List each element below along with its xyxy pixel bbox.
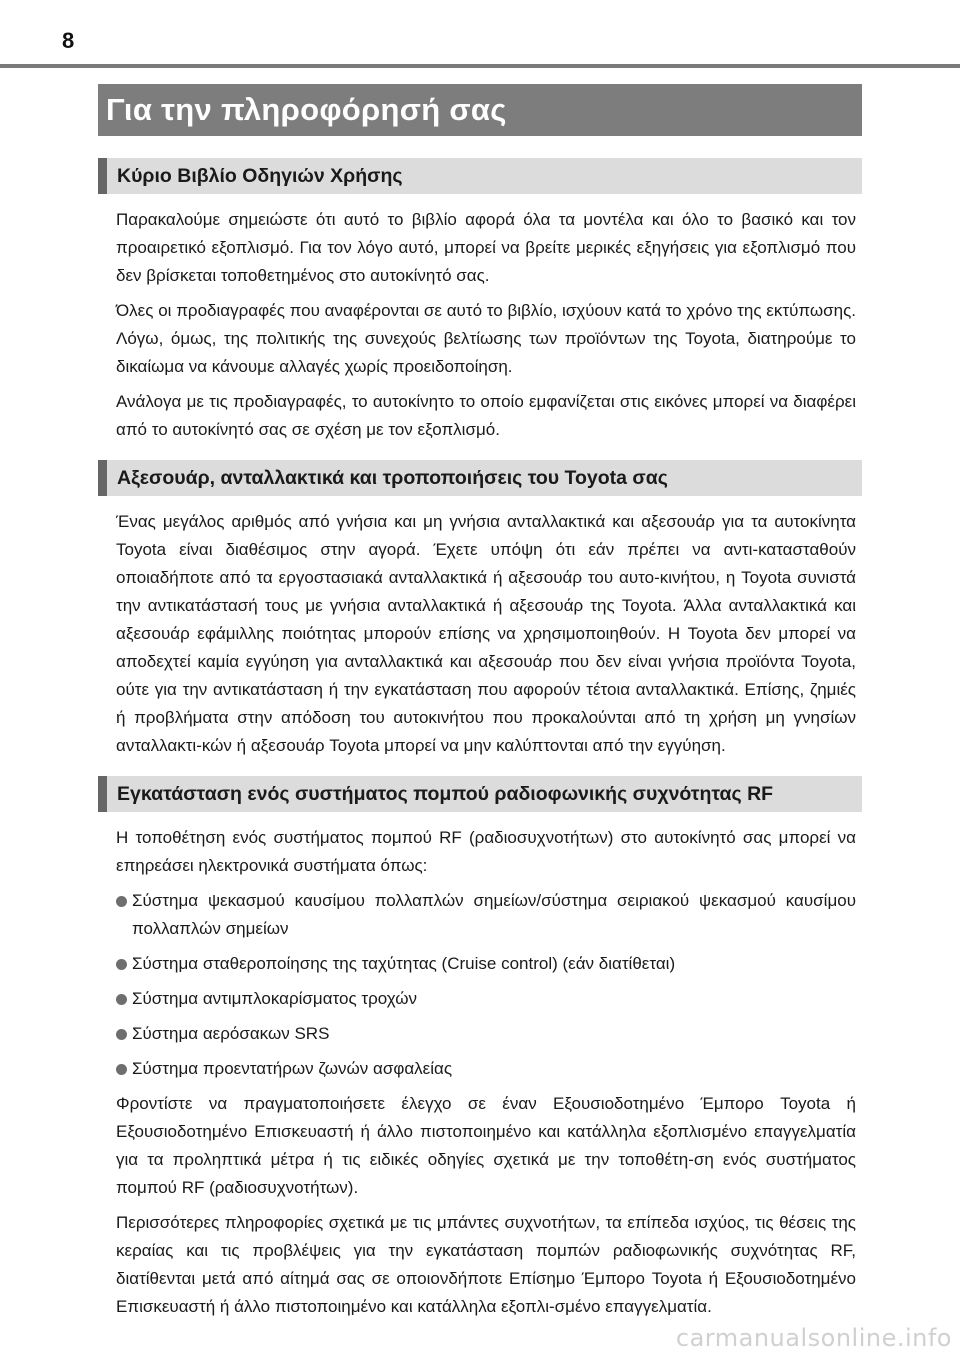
paragraph: Παρακαλούμε σημειώστε ότι αυτό το βιβλίο αφορά όλα τα μοντέλα και όλο το βασικό και τον προαιρετικό εξοπλισμό. Για τον λόγο αυτό, μπορεί να βρείτε μερικές εξηγήσεις για εξοπλισμό που δεν βρίσκεται τοποθετημένος στο αυτοκίνητό σας. bbox=[116, 210, 856, 285]
paragraph: Ανάλογα με τις προδιαγραφές, το αυτοκίνητο το οποίο εμφανίζεται στις εικόνες μπορεί να διαφέρει από το αυτοκίνητό σας σε σχέση με τον εξοπλισμό. bbox=[116, 392, 856, 439]
bullet-icon bbox=[116, 959, 127, 970]
section-heading: Κύριο Βιβλίο Οδηγιών Χρήσης bbox=[117, 164, 403, 187]
section-heading: Εγκατάσταση ενός συστήματος πομπού ραδιοφωνικής συχνότητας RF bbox=[117, 782, 774, 805]
bullet-icon bbox=[116, 1064, 127, 1075]
bullet-icon bbox=[116, 994, 127, 1005]
page-title: Για την πληροφόρησή σας bbox=[106, 92, 507, 127]
paragraph: Φροντίστε να πραγματοποιήσετε έλεγχο σε έναν Εξουσιοδοτημένο Έμπορο Toyota ή Εξουσιοδοτημένο Επισκευαστή ή άλλο πιστοποιημένο και κατάλληλα εξοπλισμένο επαγγελματία για τα προληπτικά μέτρα ή τις ειδικές οδηγίες σχετικά με την τοποθέτη-ση ενός συστήματος πομπού RF (ραδιοσυχνοτήτων). bbox=[116, 1094, 856, 1197]
list-item bbox=[116, 887, 856, 943]
section-heading: Αξεσουάρ, ανταλλακτικά και τροποποιήσεις του Toyota σας bbox=[117, 466, 668, 489]
section-heading-bar bbox=[98, 158, 862, 194]
section-accessories bbox=[98, 460, 862, 760]
list-item-text: Σύστημα αερόσακων SRS bbox=[132, 1024, 330, 1043]
bullet-icon bbox=[116, 1029, 127, 1040]
section-rf-transmitter bbox=[98, 776, 862, 1321]
list-item-text: Σύστημα σταθεροποίησης της ταχύτητας (Cruise control) (εάν διατίθεται) bbox=[132, 954, 676, 973]
page-number: 8 bbox=[62, 28, 75, 53]
list-item-text: Σύστημα ψεκασμού καυσίμου πολλαπλών σημείων/σύστημα σειριακού ψεκασμού καυσίμου πολλαπλών σημείων bbox=[132, 891, 856, 938]
section-heading-bar bbox=[98, 460, 862, 496]
page-content bbox=[98, 158, 862, 1328]
list-item bbox=[116, 950, 856, 978]
paragraph: Η τοποθέτηση ενός συστήματος πομπού RF (ραδιοσυχνοτήτων) στο αυτοκίνητό σας μπορεί να επηρεάσει ηλεκτρονικά συστήματα όπως: bbox=[116, 828, 856, 875]
top-rule bbox=[0, 64, 960, 68]
section-heading-bar bbox=[98, 776, 862, 812]
list-item bbox=[116, 1055, 856, 1083]
list-item bbox=[116, 985, 856, 1013]
page-title-bar bbox=[98, 84, 862, 136]
paragraph: Όλες οι προδιαγραφές που αναφέρονται σε αυτό το βιβλίο, ισχύουν κατά το χρόνο της εκτύπωσης. Λόγω, όμως, της πολιτικής της συνεχούς βελτίωσης των προϊόντων της Toyota, διατηρούμε το δικαίωμα να κάνουμε αλλαγές χωρίς προειδοποίηση. bbox=[116, 301, 856, 376]
bullet-icon bbox=[116, 896, 127, 907]
paragraph: Ένας μεγάλος αριθμός από γνήσια και μη γνήσια ανταλλακτικά και αξεσουάρ για τα αυτοκίνητα Toyota είναι διαθέσιμος στην αγορά. Έχετε υπόψη ότι εάν πρέπει να αντι-κατασταθούν οποιαδήποτε από τα εργοστασιακά ανταλλακτικά ή αξεσουάρ του αυτο-κινήτου, η Toyota συνιστά την αντικατάστασή τους με γνήσια ανταλλακτικά ή αξεσουάρ της Toyota. Άλλα ανταλλακτικά και αξεσουάρ εφάμιλλης ποιότητας μπορούν επίσης να χρησιμοποιηθούν. Η Toyota δεν μπορεί να αποδεχτεί καμία εγγύηση για ανταλλακτικά και αξεσουάρ που δεν είναι γνήσια προϊόντα Toyota, ούτε για την αντικατάσταση ή την εγκατάσταση που αφορούν τέτοια ανταλλακτικά. Επίσης, ζημιές ή προβλήματα στην απόδοση του αυτοκινήτου που προκαλούνται από τη χρήση μη γνησίων ανταλλακτι-κών ή αξεσουάρ Toyota μπορεί να μην καλύπτονται από την εγγύηση. bbox=[116, 512, 856, 755]
list-item bbox=[116, 1020, 856, 1048]
list-item-text: Σύστημα προεντατήρων ζωνών ασφαλείας bbox=[132, 1059, 453, 1078]
list-item-text: Σύστημα αντιμπλοκαρίσματος τροχών bbox=[132, 989, 418, 1008]
watermark: carmanualsonline.info bbox=[675, 1324, 952, 1352]
section-main-manual bbox=[98, 158, 862, 444]
paragraph: Περισσότερες πληροφορίες σχετικά με τις μπάντες συχνοτήτων, τα επίπεδα ισχύος, τις θέσεις της κεραίας και τις προβλέψεις για την εγκατάσταση πομπών ραδιοφωνικής συχνότητας RF, διατίθενται μετά από αίτημά σας σε οποιονδήποτε Επίσημο Έμπορο Toyota ή Εξουσιοδοτημένο Επισκευαστή ή άλλο πιστοποιημένο και κατάλληλα εξοπλι-σμένο επαγγελματία. bbox=[116, 1213, 856, 1316]
